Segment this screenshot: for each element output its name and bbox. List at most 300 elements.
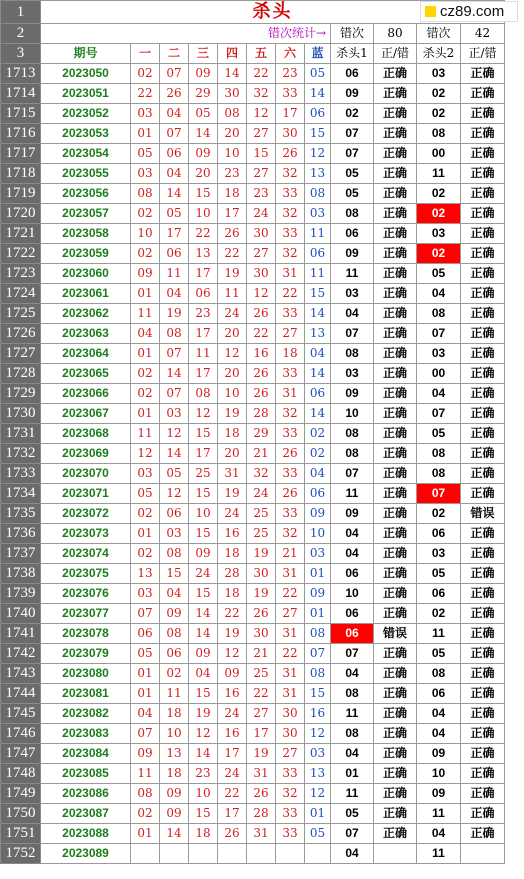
red-ball-cell[interactable]: 22 <box>276 584 305 604</box>
red-ball-cell[interactable]: 29 <box>247 424 276 444</box>
kill2-cell[interactable]: 03 <box>417 544 461 564</box>
period-cell[interactable]: 2023060 <box>41 264 131 284</box>
red-ball-cell[interactable]: 02 <box>131 504 160 524</box>
blue-ball-cell[interactable]: 14 <box>305 304 331 324</box>
status1-cell[interactable]: 正确 <box>374 524 417 544</box>
status2-cell[interactable]: 正确 <box>461 404 505 424</box>
status1-cell[interactable]: 正确 <box>374 404 417 424</box>
red-ball-cell[interactable]: 16 <box>218 724 247 744</box>
red-ball-cell[interactable]: 23 <box>218 164 247 184</box>
red-ball-cell[interactable]: 33 <box>276 224 305 244</box>
red-ball-cell[interactable]: 23 <box>189 764 218 784</box>
kill2-cell[interactable]: 03 <box>417 224 461 244</box>
red-ball-cell[interactable]: 09 <box>160 784 189 804</box>
red-ball-cell[interactable]: 27 <box>247 704 276 724</box>
red-ball-cell[interactable]: 07 <box>160 64 189 84</box>
col-header-kill-2[interactable]: 杀头2 <box>417 44 461 64</box>
red-ball-cell[interactable]: 25 <box>247 524 276 544</box>
red-ball-cell[interactable]: 05 <box>160 464 189 484</box>
row-number[interactable]: 1740 <box>1 604 41 624</box>
status2-cell[interactable]: 正确 <box>461 664 505 684</box>
row-number[interactable]: 1718 <box>1 164 41 184</box>
blue-ball-cell[interactable]: 03 <box>305 744 331 764</box>
blue-ball-cell[interactable]: 12 <box>305 724 331 744</box>
red-ball-cell[interactable]: 09 <box>189 544 218 564</box>
red-ball-cell[interactable]: 11 <box>131 764 160 784</box>
red-ball-cell[interactable] <box>189 844 218 864</box>
red-ball-cell[interactable]: 01 <box>131 404 160 424</box>
period-cell[interactable]: 2023071 <box>41 484 131 504</box>
period-cell[interactable]: 2023067 <box>41 404 131 424</box>
kill1-cell[interactable]: 07 <box>331 144 374 164</box>
blue-ball-cell[interactable]: 04 <box>305 344 331 364</box>
red-ball-cell[interactable]: 30 <box>276 124 305 144</box>
red-ball-cell[interactable]: 24 <box>247 204 276 224</box>
red-ball-cell[interactable]: 08 <box>189 384 218 404</box>
period-cell[interactable]: 2023084 <box>41 744 131 764</box>
red-ball-cell[interactable]: 28 <box>247 404 276 424</box>
red-ball-cell[interactable]: 10 <box>160 724 189 744</box>
status2-cell[interactable]: 正确 <box>461 424 505 444</box>
kill1-cell[interactable]: 03 <box>331 284 374 304</box>
red-ball-cell[interactable]: 26 <box>276 484 305 504</box>
red-ball-cell[interactable]: 18 <box>276 344 305 364</box>
status2-cell[interactable]: 正确 <box>461 744 505 764</box>
status1-cell[interactable]: 正确 <box>374 804 417 824</box>
kill1-cell[interactable]: 07 <box>331 324 374 344</box>
kill2-cell[interactable]: 07 <box>417 404 461 424</box>
red-ball-cell[interactable]: 32 <box>276 404 305 424</box>
kill1-cell[interactable]: 05 <box>331 164 374 184</box>
kill2-cell[interactable]: 07 <box>417 484 461 504</box>
blue-ball-cell[interactable]: 03 <box>305 204 331 224</box>
red-ball-cell[interactable]: 06 <box>131 624 160 644</box>
kill2-cell[interactable]: 06 <box>417 524 461 544</box>
red-ball-cell[interactable]: 08 <box>160 324 189 344</box>
kill2-cell[interactable]: 02 <box>417 84 461 104</box>
status2-cell[interactable]: 正确 <box>461 264 505 284</box>
row-number[interactable]: 1727 <box>1 344 41 364</box>
red-ball-cell[interactable]: 32 <box>276 784 305 804</box>
red-ball-cell[interactable]: 01 <box>131 524 160 544</box>
kill2-cell[interactable]: 08 <box>417 444 461 464</box>
row-number[interactable]: 1743 <box>1 664 41 684</box>
col-header-ball-4[interactable]: 四 <box>218 44 247 64</box>
red-ball-cell[interactable]: 30 <box>247 224 276 244</box>
row-number[interactable]: 1730 <box>1 404 41 424</box>
red-ball-cell[interactable]: 07 <box>160 384 189 404</box>
row-number[interactable]: 1735 <box>1 504 41 524</box>
blue-ball-cell[interactable] <box>305 844 331 864</box>
status2-cell[interactable]: 正确 <box>461 124 505 144</box>
red-ball-cell[interactable]: 32 <box>247 84 276 104</box>
kill1-cell[interactable]: 04 <box>331 844 374 864</box>
red-ball-cell[interactable]: 29 <box>189 84 218 104</box>
period-cell[interactable]: 2023080 <box>41 664 131 684</box>
red-ball-cell[interactable]: 19 <box>218 264 247 284</box>
blue-ball-cell[interactable]: 16 <box>305 704 331 724</box>
row-number[interactable]: 1749 <box>1 784 41 804</box>
red-ball-cell[interactable]: 26 <box>218 224 247 244</box>
kill1-cell[interactable]: 04 <box>331 544 374 564</box>
kill1-cell[interactable]: 06 <box>331 564 374 584</box>
red-ball-cell[interactable]: 12 <box>247 284 276 304</box>
blue-ball-cell[interactable]: 06 <box>305 104 331 124</box>
kill1-cell[interactable]: 11 <box>331 264 374 284</box>
red-ball-cell[interactable]: 32 <box>276 244 305 264</box>
period-cell[interactable]: 2023063 <box>41 324 131 344</box>
red-ball-cell[interactable]: 10 <box>189 784 218 804</box>
blue-ball-cell[interactable]: 08 <box>305 624 331 644</box>
red-ball-cell[interactable]: 26 <box>247 364 276 384</box>
red-ball-cell[interactable]: 10 <box>189 504 218 524</box>
red-ball-cell[interactable]: 06 <box>160 144 189 164</box>
red-ball-cell[interactable]: 33 <box>276 84 305 104</box>
row-number[interactable]: 1725 <box>1 304 41 324</box>
red-ball-cell[interactable]: 01 <box>131 124 160 144</box>
col-header-ball-6[interactable]: 六 <box>276 44 305 64</box>
kill2-cell[interactable]: 08 <box>417 124 461 144</box>
kill2-cell[interactable]: 09 <box>417 744 461 764</box>
status2-cell[interactable]: 正确 <box>461 624 505 644</box>
kill2-cell[interactable]: 11 <box>417 164 461 184</box>
red-ball-cell[interactable]: 31 <box>276 684 305 704</box>
kill2-cell[interactable]: 07 <box>417 324 461 344</box>
period-cell[interactable]: 2023051 <box>41 84 131 104</box>
red-ball-cell[interactable]: 09 <box>189 144 218 164</box>
kill1-cell[interactable]: 04 <box>331 304 374 324</box>
status2-cell[interactable]: 正确 <box>461 384 505 404</box>
red-ball-cell[interactable]: 24 <box>218 764 247 784</box>
blue-ball-cell[interactable]: 15 <box>305 284 331 304</box>
red-ball-cell[interactable]: 26 <box>218 824 247 844</box>
blue-ball-cell[interactable]: 05 <box>305 824 331 844</box>
red-ball-cell[interactable]: 10 <box>189 204 218 224</box>
red-ball-cell[interactable]: 31 <box>276 624 305 644</box>
red-ball-cell[interactable]: 22 <box>247 684 276 704</box>
period-cell[interactable]: 2023050 <box>41 64 131 84</box>
blue-ball-cell[interactable]: 01 <box>305 604 331 624</box>
red-ball-cell[interactable]: 22 <box>189 224 218 244</box>
miss-count-value-2[interactable]: 42 <box>461 24 505 44</box>
status2-cell[interactable]: 正确 <box>461 484 505 504</box>
kill2-cell[interactable]: 02 <box>417 504 461 524</box>
row-number[interactable]: 1713 <box>1 64 41 84</box>
period-cell[interactable]: 2023052 <box>41 104 131 124</box>
red-ball-cell[interactable]: 17 <box>276 104 305 124</box>
red-ball-cell[interactable]: 20 <box>189 164 218 184</box>
kill1-cell[interactable]: 09 <box>331 384 374 404</box>
kill2-cell[interactable]: 03 <box>417 344 461 364</box>
red-ball-cell[interactable]: 17 <box>189 324 218 344</box>
miss-count-value-1[interactable]: 80 <box>374 24 417 44</box>
status2-cell[interactable]: 正确 <box>461 784 505 804</box>
kill2-cell[interactable]: 05 <box>417 644 461 664</box>
red-ball-cell[interactable]: 30 <box>276 724 305 744</box>
row-number[interactable]: 1723 <box>1 264 41 284</box>
red-ball-cell[interactable] <box>160 844 189 864</box>
red-ball-cell[interactable]: 07 <box>131 724 160 744</box>
red-ball-cell[interactable]: 12 <box>218 644 247 664</box>
red-ball-cell[interactable]: 15 <box>189 684 218 704</box>
red-ball-cell[interactable]: 12 <box>189 404 218 424</box>
row-number[interactable]: 1721 <box>1 224 41 244</box>
red-ball-cell[interactable]: 01 <box>131 824 160 844</box>
kill2-cell[interactable]: 11 <box>417 804 461 824</box>
blue-ball-cell[interactable]: 03 <box>305 544 331 564</box>
row-number[interactable]: 1750 <box>1 804 41 824</box>
red-ball-cell[interactable]: 18 <box>218 584 247 604</box>
blue-ball-cell[interactable]: 08 <box>305 664 331 684</box>
red-ball-cell[interactable]: 03 <box>160 404 189 424</box>
status2-cell[interactable]: 正确 <box>461 344 505 364</box>
red-ball-cell[interactable]: 11 <box>160 684 189 704</box>
red-ball-cell[interactable]: 28 <box>247 804 276 824</box>
red-ball-cell[interactable]: 06 <box>160 244 189 264</box>
red-ball-cell[interactable]: 22 <box>247 324 276 344</box>
status1-cell[interactable]: 正确 <box>374 724 417 744</box>
blue-ball-cell[interactable]: 13 <box>305 164 331 184</box>
period-cell[interactable]: 2023076 <box>41 584 131 604</box>
period-cell[interactable]: 2023087 <box>41 804 131 824</box>
kill1-cell[interactable]: 07 <box>331 824 374 844</box>
kill1-cell[interactable]: 05 <box>331 184 374 204</box>
kill2-cell[interactable]: 09 <box>417 784 461 804</box>
red-ball-cell[interactable]: 21 <box>247 444 276 464</box>
status1-cell[interactable]: 正确 <box>374 364 417 384</box>
row-number[interactable]: 1737 <box>1 544 41 564</box>
red-ball-cell[interactable]: 30 <box>218 84 247 104</box>
red-ball-cell[interactable]: 15 <box>247 144 276 164</box>
red-ball-cell[interactable]: 15 <box>160 564 189 584</box>
red-ball-cell[interactable]: 05 <box>189 104 218 124</box>
red-ball-cell[interactable]: 33 <box>276 184 305 204</box>
row-number[interactable]: 1716 <box>1 124 41 144</box>
red-ball-cell[interactable]: 08 <box>160 544 189 564</box>
red-ball-cell[interactable]: 06 <box>189 284 218 304</box>
period-cell[interactable]: 2023077 <box>41 604 131 624</box>
status1-cell[interactable]: 正确 <box>374 444 417 464</box>
red-ball-cell[interactable]: 30 <box>276 704 305 724</box>
period-cell[interactable]: 2023062 <box>41 304 131 324</box>
col-header-ball-5[interactable]: 五 <box>247 44 276 64</box>
red-ball-cell[interactable]: 15 <box>189 524 218 544</box>
kill1-cell[interactable]: 04 <box>331 524 374 544</box>
blue-ball-cell[interactable]: 06 <box>305 484 331 504</box>
red-ball-cell[interactable]: 27 <box>276 324 305 344</box>
col-header-ball-1[interactable]: 一 <box>131 44 160 64</box>
red-ball-cell[interactable]: 10 <box>218 144 247 164</box>
row-number[interactable]: 3 <box>1 44 41 64</box>
red-ball-cell[interactable]: 23 <box>189 304 218 324</box>
row-number[interactable]: 2 <box>1 24 41 44</box>
red-ball-cell[interactable]: 17 <box>218 204 247 224</box>
col-header-status-1[interactable]: 正/错 <box>374 44 417 64</box>
red-ball-cell[interactable]: 03 <box>131 464 160 484</box>
red-ball-cell[interactable]: 14 <box>160 444 189 464</box>
kill1-cell[interactable]: 08 <box>331 344 374 364</box>
blue-ball-cell[interactable]: 11 <box>305 264 331 284</box>
red-ball-cell[interactable]: 07 <box>160 124 189 144</box>
status2-cell[interactable]: 正确 <box>461 444 505 464</box>
red-ball-cell[interactable]: 12 <box>160 484 189 504</box>
kill1-cell[interactable]: 07 <box>331 464 374 484</box>
blue-ball-cell[interactable]: 14 <box>305 404 331 424</box>
col-header-status-2[interactable]: 正/错 <box>461 44 505 64</box>
red-ball-cell[interactable]: 27 <box>276 744 305 764</box>
red-ball-cell[interactable]: 14 <box>160 364 189 384</box>
kill2-cell[interactable]: 04 <box>417 284 461 304</box>
red-ball-cell[interactable]: 25 <box>189 464 218 484</box>
status2-cell[interactable]: 正确 <box>461 104 505 124</box>
red-ball-cell[interactable]: 03 <box>131 104 160 124</box>
status2-cell[interactable]: 正确 <box>461 284 505 304</box>
red-ball-cell[interactable]: 15 <box>189 804 218 824</box>
red-ball-cell[interactable]: 03 <box>160 524 189 544</box>
red-ball-cell[interactable] <box>247 844 276 864</box>
red-ball-cell[interactable]: 26 <box>247 604 276 624</box>
status1-cell[interactable]: 正确 <box>374 464 417 484</box>
period-cell[interactable]: 2023072 <box>41 504 131 524</box>
kill2-cell[interactable]: 10 <box>417 764 461 784</box>
row-number[interactable]: 1714 <box>1 84 41 104</box>
status1-cell[interactable]: 正确 <box>374 284 417 304</box>
red-ball-cell[interactable]: 22 <box>276 284 305 304</box>
status2-cell[interactable]: 正确 <box>461 464 505 484</box>
red-ball-cell[interactable]: 16 <box>218 524 247 544</box>
red-ball-cell[interactable]: 10 <box>131 224 160 244</box>
status1-cell[interactable]: 正确 <box>374 144 417 164</box>
status1-cell[interactable]: 正确 <box>374 324 417 344</box>
status1-cell[interactable]: 正确 <box>374 744 417 764</box>
status2-cell[interactable]: 正确 <box>461 544 505 564</box>
red-ball-cell[interactable]: 31 <box>276 564 305 584</box>
row-number[interactable]: 1715 <box>1 104 41 124</box>
kill1-cell[interactable]: 08 <box>331 204 374 224</box>
blue-ball-cell[interactable]: 09 <box>305 584 331 604</box>
red-ball-cell[interactable]: 33 <box>276 804 305 824</box>
status2-cell[interactable]: 正确 <box>461 204 505 224</box>
status2-cell[interactable]: 正确 <box>461 684 505 704</box>
col-header-blue[interactable]: 蓝 <box>305 44 331 64</box>
red-ball-cell[interactable]: 19 <box>247 544 276 564</box>
period-cell[interactable]: 2023056 <box>41 184 131 204</box>
kill1-cell[interactable]: 11 <box>331 484 374 504</box>
red-ball-cell[interactable]: 18 <box>160 704 189 724</box>
status2-cell[interactable]: 正确 <box>461 824 505 844</box>
kill2-cell[interactable]: 08 <box>417 664 461 684</box>
red-ball-cell[interactable]: 23 <box>247 184 276 204</box>
status2-cell[interactable]: 正确 <box>461 224 505 244</box>
blue-ball-cell[interactable]: 02 <box>305 444 331 464</box>
row-number[interactable]: 1752 <box>1 844 41 864</box>
row-number[interactable]: 1 <box>1 1 41 24</box>
row-number[interactable]: 1751 <box>1 824 41 844</box>
red-ball-cell[interactable]: 02 <box>131 364 160 384</box>
kill2-cell[interactable]: 02 <box>417 104 461 124</box>
red-ball-cell[interactable]: 09 <box>189 64 218 84</box>
miss-count-label-1[interactable]: 错次 <box>331 24 374 44</box>
status1-cell[interactable]: 正确 <box>374 544 417 564</box>
row-number[interactable]: 1729 <box>1 384 41 404</box>
red-ball-cell[interactable]: 17 <box>160 224 189 244</box>
red-ball-cell[interactable]: 15 <box>189 424 218 444</box>
col-header-ball-2[interactable]: 二 <box>160 44 189 64</box>
kill2-cell[interactable]: 04 <box>417 724 461 744</box>
kill1-cell[interactable]: 10 <box>331 584 374 604</box>
period-cell[interactable]: 2023057 <box>41 204 131 224</box>
period-cell[interactable]: 2023066 <box>41 384 131 404</box>
status2-cell[interactable]: 正确 <box>461 144 505 164</box>
red-ball-cell[interactable]: 26 <box>160 84 189 104</box>
status1-cell[interactable]: 正确 <box>374 184 417 204</box>
kill1-cell[interactable]: 06 <box>331 604 374 624</box>
red-ball-cell[interactable]: 08 <box>218 104 247 124</box>
blue-ball-cell[interactable]: 14 <box>305 84 331 104</box>
red-ball-cell[interactable]: 26 <box>247 384 276 404</box>
blue-ball-cell[interactable]: 13 <box>305 764 331 784</box>
row-number[interactable]: 1736 <box>1 524 41 544</box>
red-ball-cell[interactable]: 09 <box>131 264 160 284</box>
red-ball-cell[interactable]: 33 <box>276 464 305 484</box>
red-ball-cell[interactable]: 14 <box>160 824 189 844</box>
red-ball-cell[interactable]: 17 <box>218 804 247 824</box>
period-cell[interactable]: 2023085 <box>41 764 131 784</box>
red-ball-cell[interactable]: 06 <box>160 504 189 524</box>
period-cell[interactable]: 2023088 <box>41 824 131 844</box>
kill1-cell[interactable]: 08 <box>331 684 374 704</box>
red-ball-cell[interactable]: 09 <box>131 744 160 764</box>
kill2-cell[interactable]: 05 <box>417 264 461 284</box>
red-ball-cell[interactable]: 04 <box>160 104 189 124</box>
red-ball-cell[interactable]: 05 <box>131 144 160 164</box>
kill1-cell[interactable]: 08 <box>331 424 374 444</box>
status1-cell[interactable]: 正确 <box>374 384 417 404</box>
red-ball-cell[interactable]: 13 <box>160 744 189 764</box>
red-ball-cell[interactable]: 28 <box>218 564 247 584</box>
period-cell[interactable]: 2023061 <box>41 284 131 304</box>
red-ball-cell[interactable]: 24 <box>189 564 218 584</box>
blue-ball-cell[interactable]: 10 <box>305 524 331 544</box>
red-ball-cell[interactable]: 02 <box>131 544 160 564</box>
red-ball-cell[interactable]: 14 <box>189 124 218 144</box>
period-cell[interactable]: 2023081 <box>41 684 131 704</box>
red-ball-cell[interactable]: 33 <box>276 824 305 844</box>
red-ball-cell[interactable]: 17 <box>189 444 218 464</box>
status1-cell[interactable]: 错误 <box>374 624 417 644</box>
kill2-cell[interactable]: 02 <box>417 604 461 624</box>
row-number[interactable]: 1717 <box>1 144 41 164</box>
red-ball-cell[interactable]: 27 <box>276 604 305 624</box>
period-cell[interactable]: 2023065 <box>41 364 131 384</box>
red-ball-cell[interactable]: 08 <box>131 784 160 804</box>
red-ball-cell[interactable]: 11 <box>131 424 160 444</box>
red-ball-cell[interactable]: 12 <box>218 344 247 364</box>
status2-cell[interactable]: 正确 <box>461 584 505 604</box>
kill2-cell[interactable]: 11 <box>417 844 461 864</box>
red-ball-cell[interactable]: 18 <box>218 544 247 564</box>
red-ball-cell[interactable]: 33 <box>276 364 305 384</box>
kill1-cell[interactable]: 02 <box>331 104 374 124</box>
period-cell[interactable]: 2023053 <box>41 124 131 144</box>
red-ball-cell[interactable]: 30 <box>247 624 276 644</box>
red-ball-cell[interactable]: 20 <box>218 364 247 384</box>
red-ball-cell[interactable]: 02 <box>131 64 160 84</box>
row-number[interactable]: 1732 <box>1 444 41 464</box>
red-ball-cell[interactable]: 33 <box>276 424 305 444</box>
red-ball-cell[interactable]: 09 <box>160 604 189 624</box>
blue-ball-cell[interactable]: 06 <box>305 244 331 264</box>
